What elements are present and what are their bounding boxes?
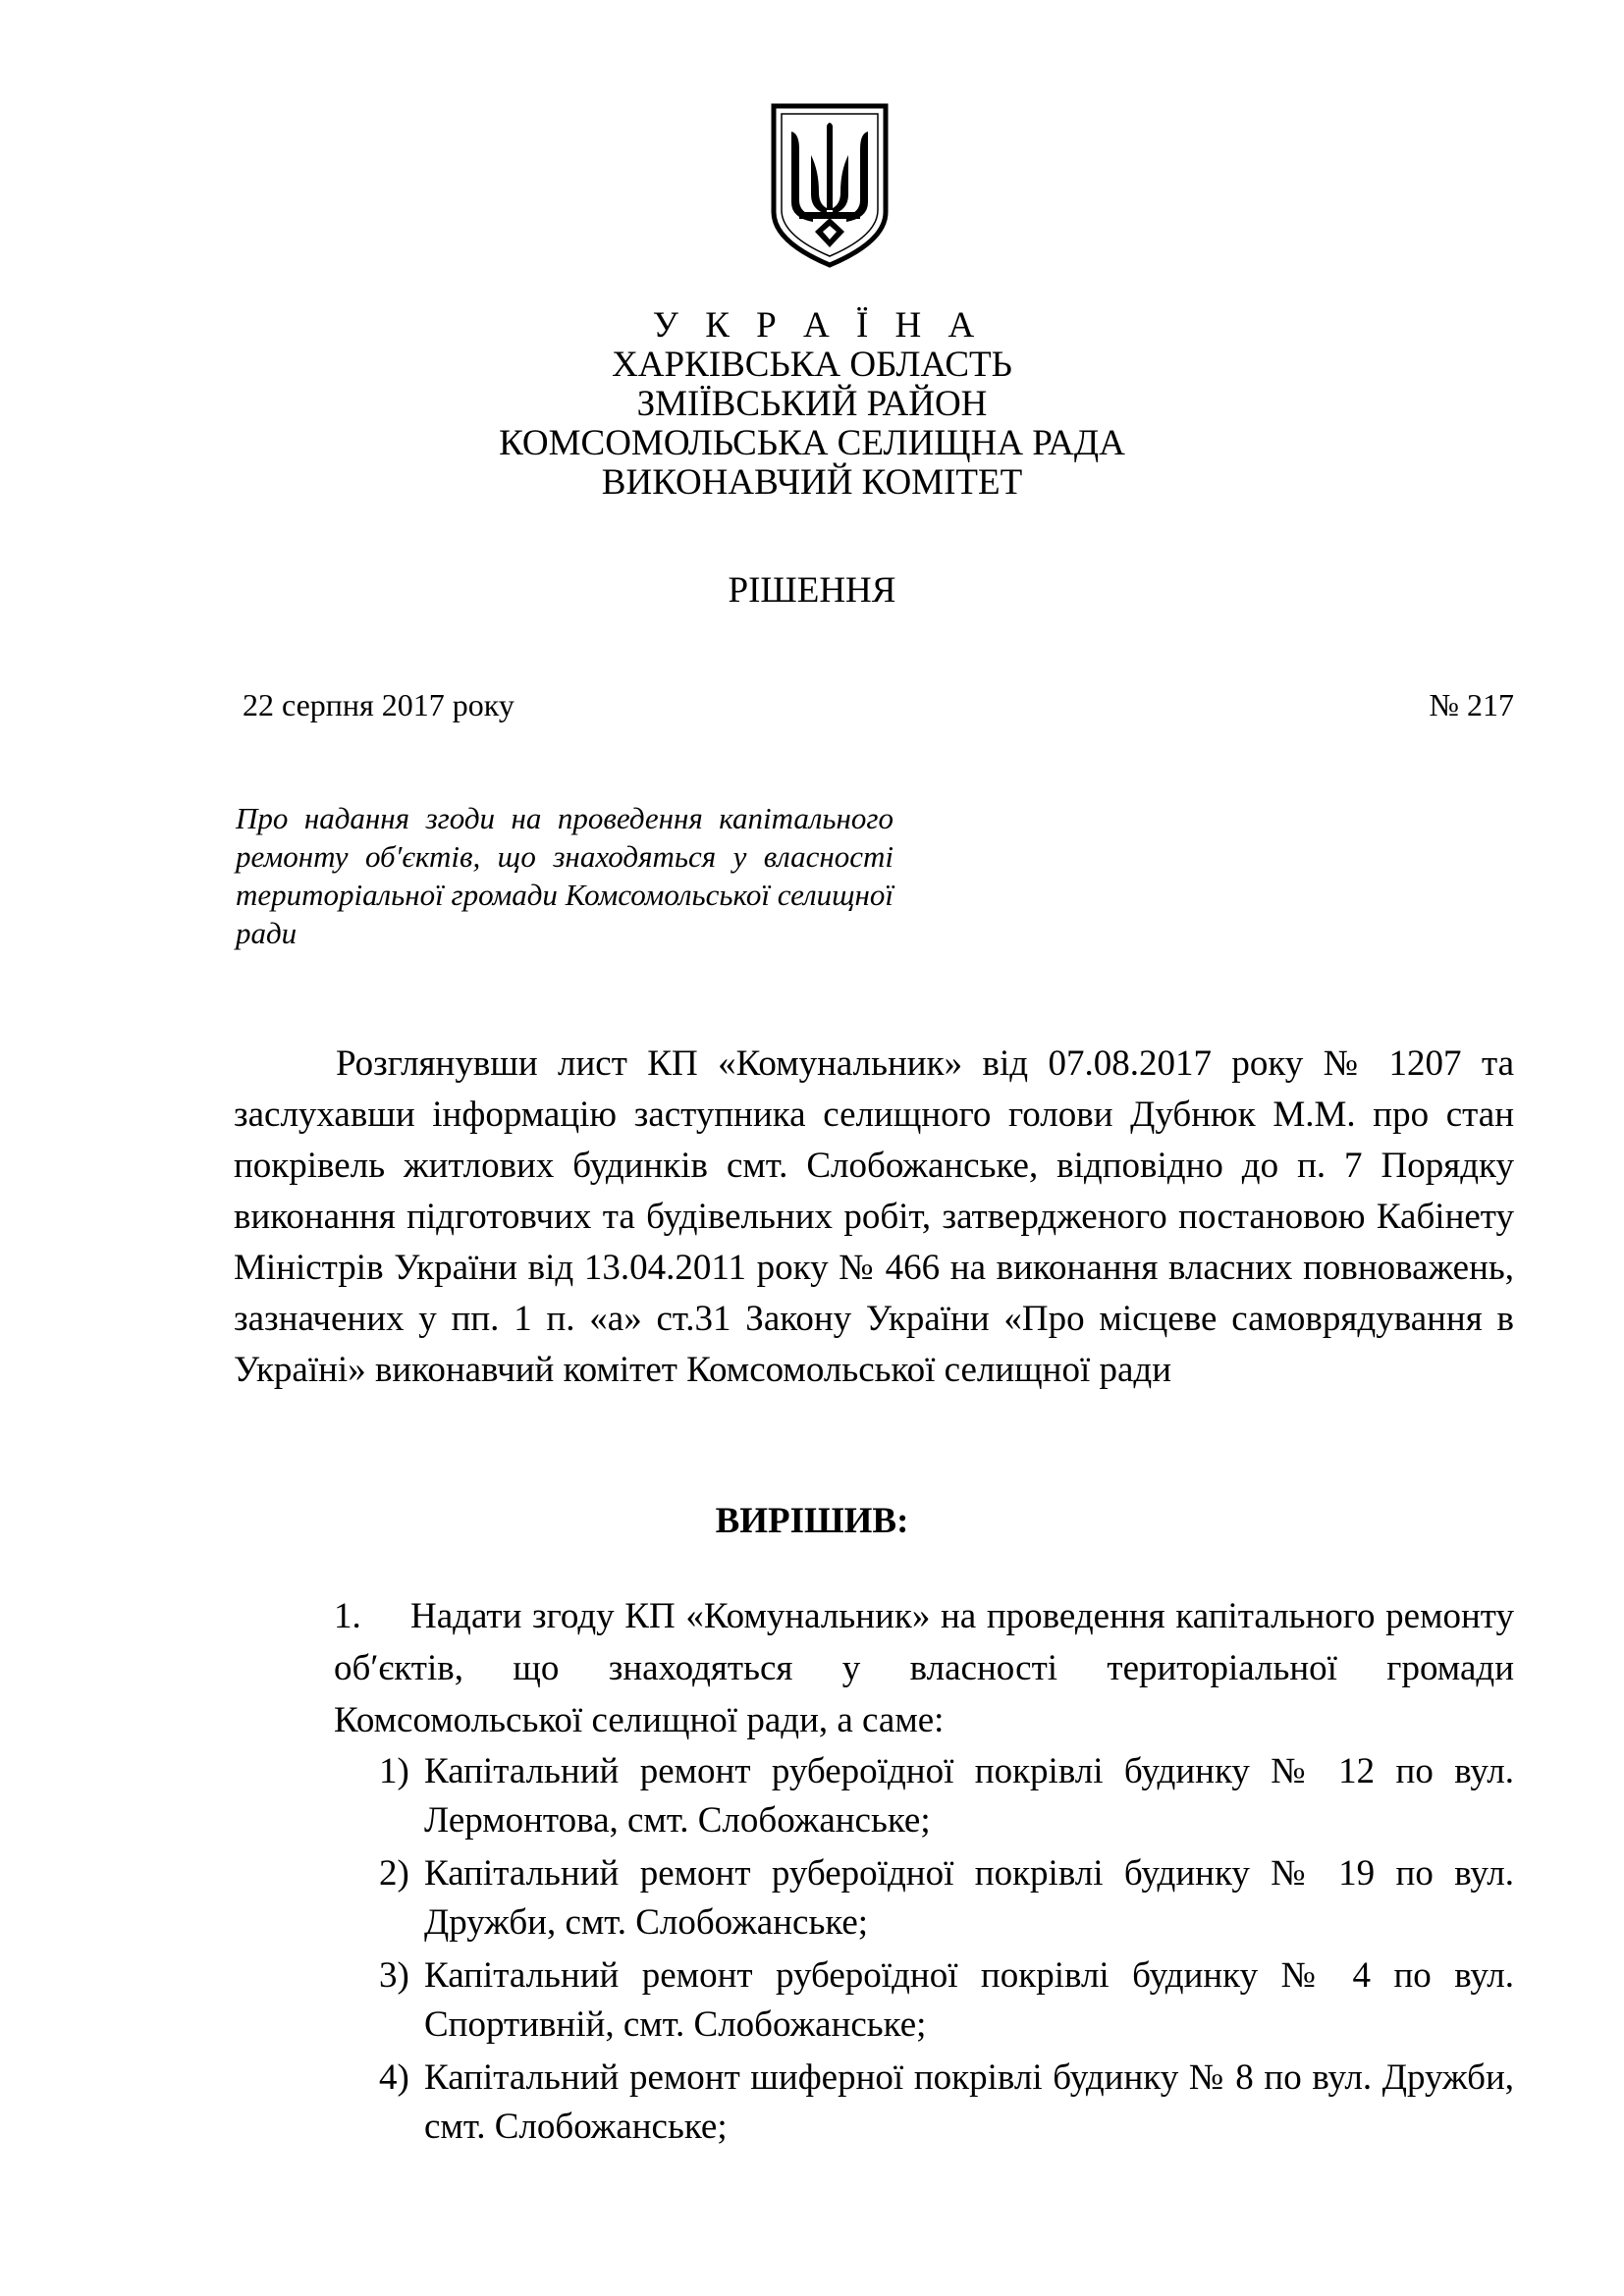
document-type: РІШЕННЯ (728, 570, 896, 611)
document-date: 22 серпня 2017 року (243, 687, 514, 722)
repair-objects-list (379, 1747, 1514, 2156)
document-header (0, 306, 1624, 503)
list-item (379, 2054, 1514, 2152)
list-item-marker: 1) (379, 1751, 409, 1791)
header-council: КОМСОМОЛЬСЬКА СЕЛИЩНА РАДА (499, 423, 1125, 463)
list-item-marker: 2) (379, 1853, 409, 1894)
decided-heading: ВИРІШИВ: (715, 1501, 909, 1541)
list-item (379, 1747, 1514, 1845)
coat-of-arms-icon (770, 102, 890, 269)
header-district: ЗМІЇВСЬКИЙ РАЙОН (636, 384, 988, 424)
preamble-paragraph: Розглянувши лист КП «Комунальник» від 07.08.2017 року № 1207 та заслухавши інформацію заступника селищного голови Дубнюк М.М. про стан покрівель житлових будинків смт. Слобожанське, відповідно до п. 7 Порядку виконання підготовчих та будівельних робіт, затвердженого постановою Кабінету Міністрів України від 13.04.2011 року № 466 на виконання власних повноважень, зазначених у пп. 1 п. «а» ст.31 Закону України «Про місцеве самоврядування в Україні» виконавчий комітет Комсомольської селищної ради (234, 1043, 1514, 1390)
list-item-text: Капітальний ремонт руберoїдної покрівлі будинку № 4 по вул. Спортивній, смт. Слобожанське; (424, 1955, 1514, 2045)
header-region: ХАРКІВСЬКА ОБЛАСТЬ (612, 345, 1012, 385)
decision-item-1 (334, 1590, 1514, 1746)
document-number: № 217 (1429, 687, 1514, 722)
list-item-text: Капітальний ремонт руберoїдної покрівлі будинку № 19 по вул. Дружби, смт. Слобожанське; (424, 1853, 1514, 1943)
decision-item-text: Надати згоду КП «Комунальник» на проведення капітального ремонту об′єктів, що знаходяться у власності територіальної громади Комсомольської селищної ради, а саме: (334, 1596, 1514, 1740)
header-country: У К Р А Ї Н А (652, 305, 984, 346)
list-item (379, 1849, 1514, 1948)
list-item (379, 1951, 1514, 2050)
header-committee: ВИКОНАВЧИЙ КОМІТЕТ (601, 462, 1023, 503)
document-subject: Про надання згоди на проведення капітального ремонту об′єктів, що знаходяться у власності територіальної громади Комсомольської селищної ради (236, 801, 893, 950)
decision-item-number: 1. (334, 1596, 361, 1636)
list-item-marker: 4) (379, 2057, 409, 2098)
list-item-marker: 3) (379, 1955, 409, 1996)
list-item-text: Капітальний ремонт руберoїдної покрівлі будинку № 12 по вул. Лермонтова, смт. Слобожанське; (424, 1751, 1514, 1841)
list-item-text: Капітальний ремонт шиферної покрівлі будинку № 8 по вул. Дружби, смт. Слобожанське; (424, 2057, 1514, 2147)
